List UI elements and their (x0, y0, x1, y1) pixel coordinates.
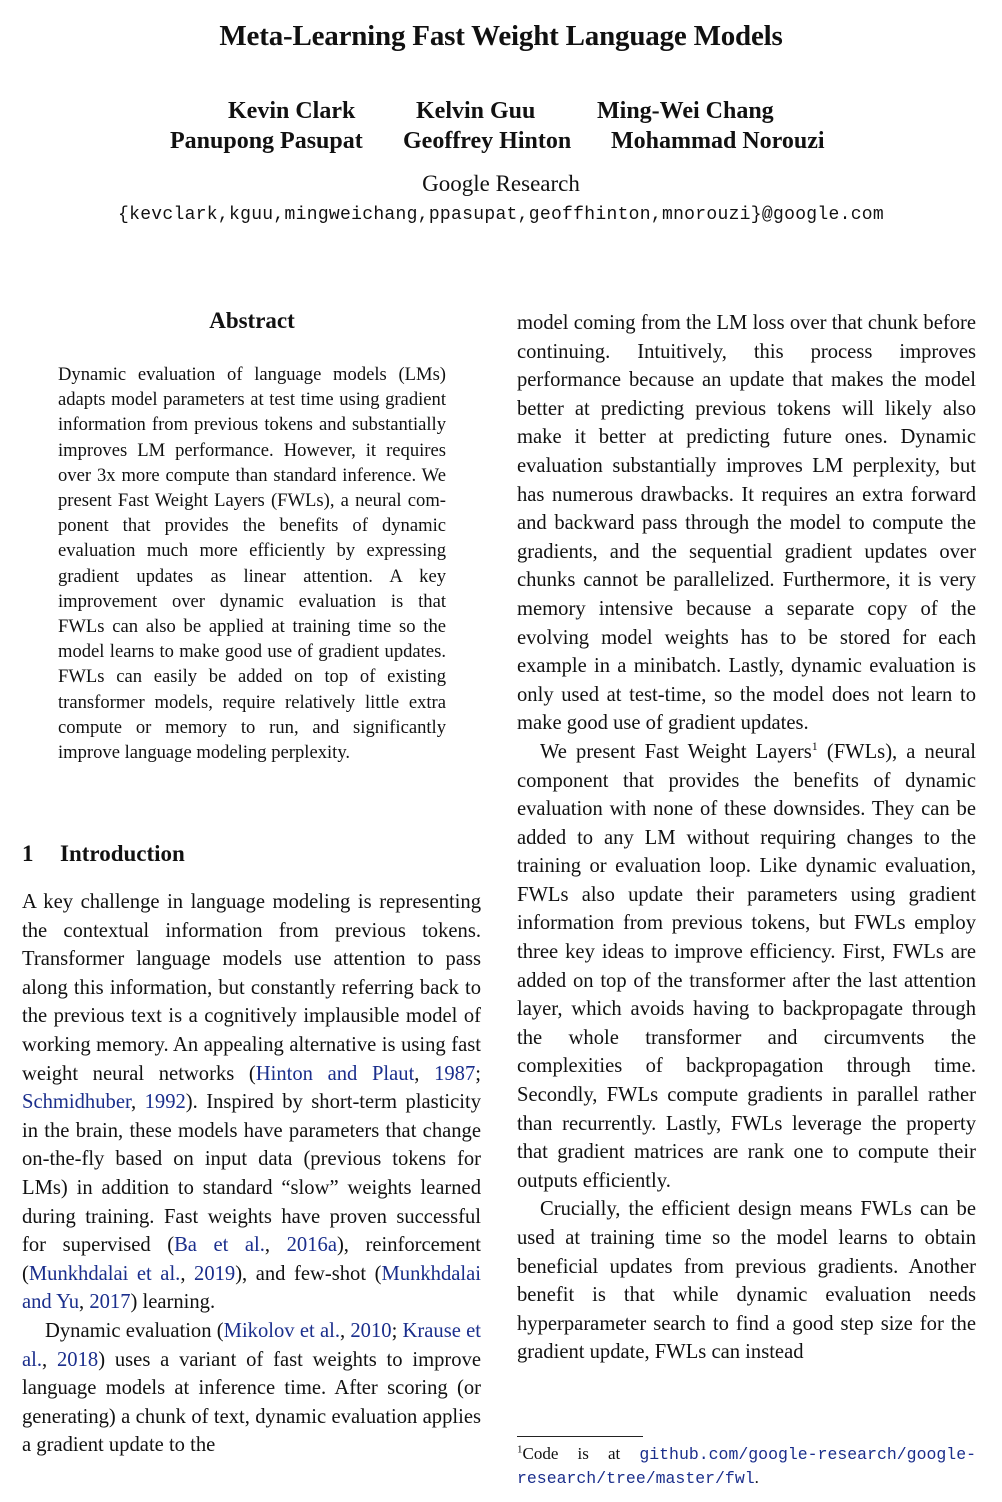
footnote: $^1$Code is at github.com/google-research/google-research/tree/master/fwl. (517, 1443, 976, 1488)
author-name: Ming-Wei Chang (597, 98, 774, 124)
citation-link[interactable]: Mikolov et al. (223, 1319, 340, 1342)
footnote-number: 1 (517, 1443, 523, 1456)
abstract-text: Dynamic evaluation of language models (LMs) adapts model parameters at test time using gradient information from previous tokens and substantially improves LM performance. However, it requires over 3x more compute than standard inference. We present Fast Weight Layers (FWLs), a neural component that provides the benefits of dynamic evaluation much more efficiently by expressing gradient updates as linear attention. A key improvement over dynamic evaluation is that FWLs can also be applied at training time so the model learns to make good use of gradient updates. FWLs can easily be added on top of existing transformer models, require relatively little extra compute or memory to run, and significantly improve language modeling perplexity. (58, 364, 446, 764)
paragraph: Crucially, the efficient design means FWLs can be used at training time so the model learns to obtain beneficial updates from previous gradients. Another benefit is that while dynamic evaluation needs hyperparameter search to find a good step size for the gradient update, FWLs can instead (517, 1198, 976, 1364)
citation-year-link[interactable]: 2017 (89, 1291, 131, 1314)
citation-year-link[interactable]: 2016a (286, 1234, 337, 1257)
author-name: Panupong Pasupat (170, 128, 363, 154)
citation-link[interactable]: Munkhdalai et al. (28, 1262, 181, 1285)
section-number: 1 (22, 841, 34, 866)
intro-left-column (22, 888, 481, 1460)
paragraph: We present Fast Weight Layers$^1$ (FWLs), a neural component that provides the benefits of dynamic evaluation with none of these downsides. They can be added to any LM without requiring changes to the training or evaluation loop. Like dynamic evaluation, FWLs also update their parameters using gradient information from previous tokens, but FWLs employ three key ideas to improve efficiency. First, FWLs are added on top of the transformer after the last attention layer, which avoids having to backpropagate through the whole transformer and circumvents the complexities of backpropagation through time. Secondly, FWLs compute gradients in parallel rather than recurrently. Lastly, FWLs leverage the property that gradient matrices are rank one to compute their outputs efficiently. (517, 739, 976, 1192)
code-repository-link[interactable]: github.com/google-research/google-research/tree/master/fwl (517, 1445, 976, 1488)
section-heading-introduction (22, 841, 185, 867)
citation-year-link[interactable]: 2019 (194, 1262, 236, 1285)
citation-link[interactable]: Schmidhuber (22, 1091, 131, 1114)
citation-year-link[interactable]: 2010 (350, 1319, 392, 1342)
citation-link[interactable]: Krause et al. (22, 1319, 481, 1371)
citation-link[interactable]: Hinton and Plaut (255, 1062, 415, 1085)
abstract-heading: Abstract (209, 308, 295, 333)
author-name: Mohammad Norouzi (611, 128, 825, 154)
author-name: Kelvin Guu (416, 98, 536, 124)
author-name: Geoffrey Hinton (403, 128, 572, 154)
footnote-marker[interactable]: 1 (811, 739, 818, 754)
citation-year-link[interactable]: 2018 (57, 1348, 99, 1371)
paragraph: A key challenge in language modeling is representing the contextual information from previous tokens. Transformer language models use attention to pass along this information, but constantly referring back to the previous text is a cognitively implausible model of working memory. An appealing alternative is using fast weight neural networks (Hinton and Plaut, 1987; Schmidhuber, 1992). Inspired by short-term plasticity in the brain, these models have parameters that change on-the-fly based on input data (previous tokens for LMs) in addition to standard “slow” weights learned during training. Fast weights have proven successful for supervised (Ba et al., 2016a), reinforcement (Munkhdalai et al., 2019), and few-shot (Munkhdalai and Yu, 2017) learning. (22, 891, 481, 1314)
footnote-divider (517, 1436, 643, 1437)
paper-title: Meta-Learning Fast Weight Language Models (219, 20, 783, 52)
intro-right-column (517, 309, 976, 1367)
paragraph: Dynamic evaluation (Mikolov et al., 2010; Krause et al., 2018) uses a variant of fast weights to improve language models at inference time. After scoring (or generating) a chunk of text, dynamic evaluation applies a gradient update to the (22, 1319, 482, 1457)
author-name: Kevin Clark (228, 98, 356, 124)
affiliation: Google Research (422, 171, 580, 196)
citation-link[interactable]: Munkhdalai and Yu (22, 1262, 481, 1314)
citation-year-link[interactable]: 1987 (434, 1062, 476, 1085)
citation-year-link[interactable]: 1992 (144, 1091, 186, 1114)
author-emails: {kevclark,kguu,mingweichang,ppasupat,geoffhinton,mnorouzi}@google.com (117, 205, 885, 225)
section-title: Introduction (60, 841, 185, 866)
citation-link[interactable]: Ba et al. (174, 1234, 265, 1257)
paragraph: model coming from the LM loss over that chunk before continuing. Intuitively, this process improves performance because an update that makes the model better at predicting previous tokens will likely also make it better at predicting future ones. Dynamic evaluation substantially improves LM perplexity, but has numerous drawbacks. It requires an extra forward and backward pass through the model to compute the gradients, and the sequential gradient updates over chunks cannot be parallelized. Furthermore, it is very memory intensive because a separate copy of the evolving model weights has to be stored for each example in a minibatch. Lastly, dynamic evaluation is only used at test-time, so the model does not learn to make good use of gradient updates. (517, 312, 976, 735)
